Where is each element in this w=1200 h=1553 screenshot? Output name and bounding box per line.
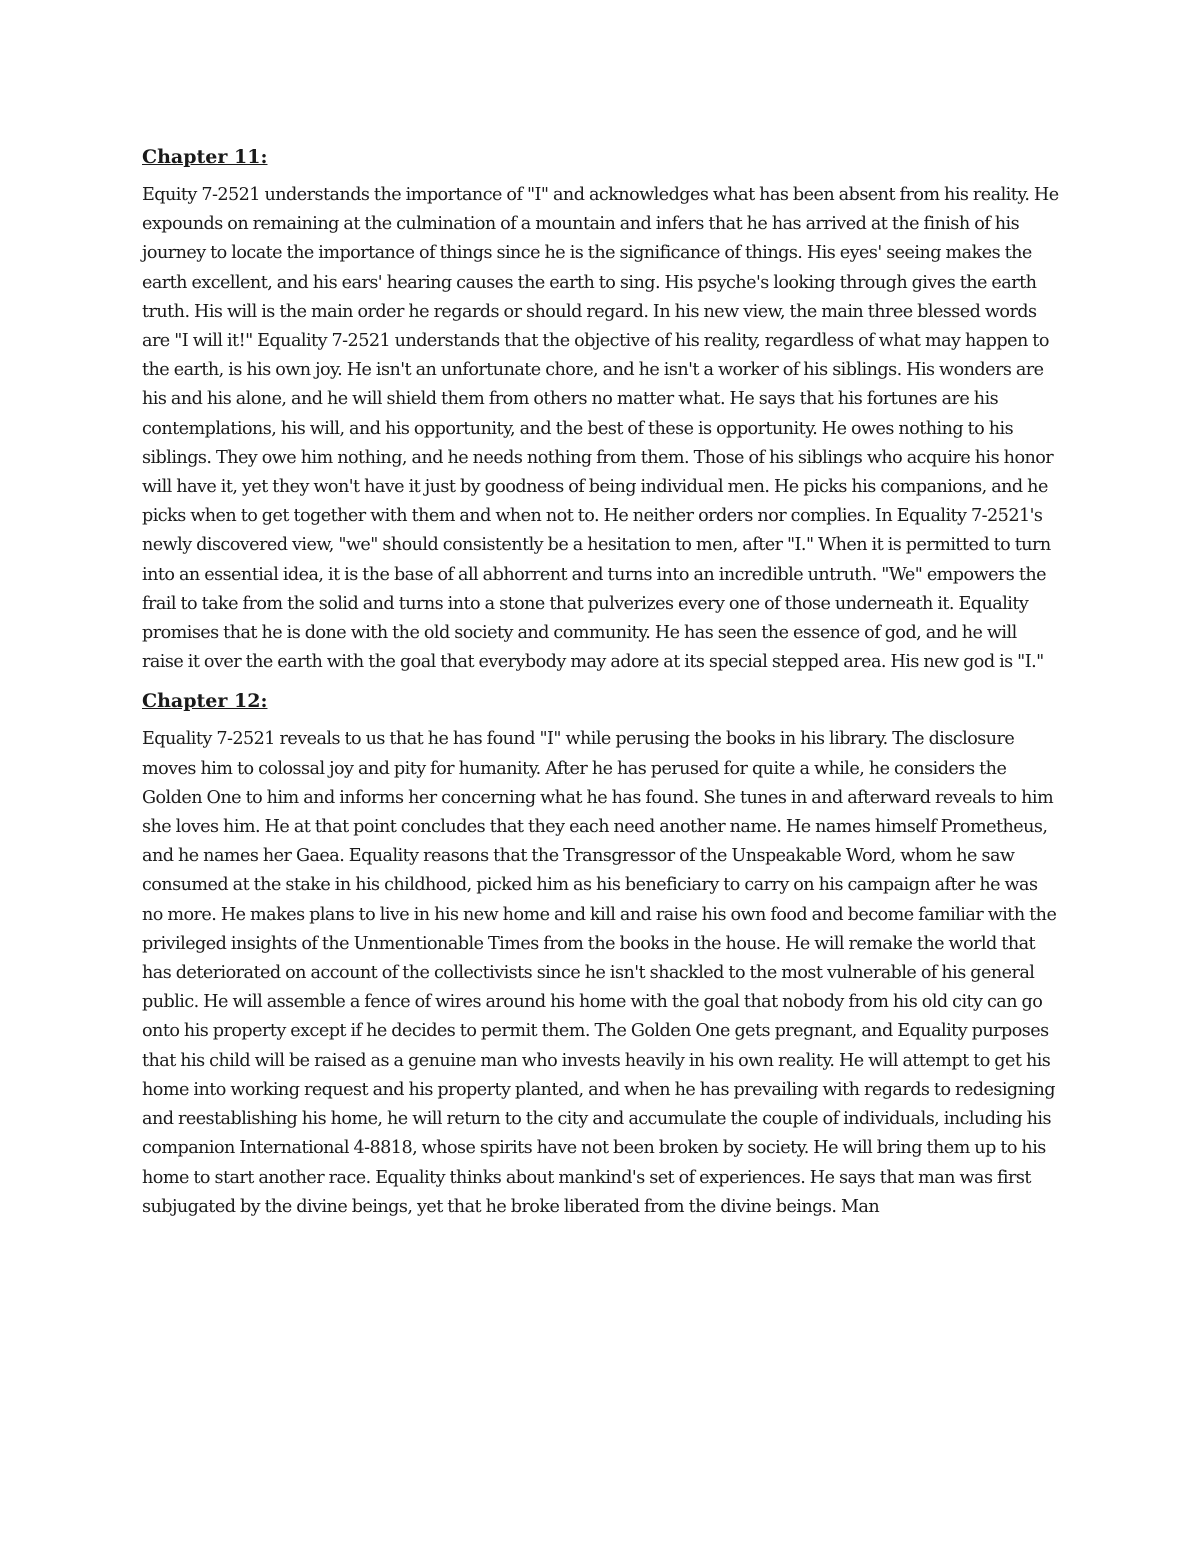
chapter-12-section	[142, 687, 1060, 1221]
chapter-12-paragraph: Equality 7-2521 reveals to us that he has found "I" while perusing the books in his library. The disclosure moves him to colossal joy and pity for humanity. After he has perused for quite a while, he considers the Golden One to him and informs her concerning what he has found. She tunes in and afterward reveals to him she loves him. He at that point concludes that they each need another name. He names himself Prometheus, and he names her Gaea. Equality reasons that the Transgressor of the Unspeakable Word, whom he saw consumed at the stake in his childhood, picked him as his beneficiary to carry on his campaign after he was no more. He makes plans to live in his new home and kill and raise his own food and become familiar with the privileged insights of the Unmentionable Times from the books in the house. He will remake the world that has deteriorated on account of the collectivists since he isn't shackled to the most vulnerable of his general public. He will assemble a fence of wires around his home with the goal that nobody from his old city can go onto his property except if he decides to permit them. The Golden One gets pregnant, and Equality purposes that his child will be raised as a genuine man who invests heavily in his own reality. He will attempt to get his home into working request and his property planted, and when he has prevailing with regards to redesigning and reestablishing his home, he will return to the city and accumulate the couple of individuals, including his companion International 4-8818, whose spirits have not been broken by society. He will bring them up to his home to start another race. Equality thinks about mankind's set of experiences. He says that man was first subjugated by the divine beings, yet that he broke liberated from the divine beings. Man	[142, 729, 1057, 1217]
chapter-11-section	[142, 143, 1060, 677]
chapter-12-heading: Chapter 12:	[142, 690, 268, 713]
document-content	[142, 143, 1060, 1222]
chapter-11-heading: Chapter 11:	[142, 146, 268, 168]
chapter-11-paragraph: Equity 7-2521 understands the importance of "I" and acknowledges what has been absent from his reality. He expounds on remaining at the culmination of a mountain and infers that he has arrived at the finish of his journey to locate the importance of things since he is the significance of things. His eyes' seeing makes the earth excellent, and his ears' hearing causes the earth to sing. His psyche's looking through gives the earth truth. His will is the main order he regards or should regard. In his new view, the main three blessed words are "I will it!" Equality 7-2521 understands that the objective of his reality, regardless of what may happen to the earth, is his own joy. He isn't an unfortunate chore, and he isn't a worker of his siblings. His wonders are his and his alone, and he will shield them from others no matter what. He says that his fortunes are his contemplations, his will, and his opportunity, and the best of these is opportunity. He owes nothing to his siblings. They owe him nothing, and he needs nothing from them. Those of his siblings who acquire his honor will have it, yet they won't have it just by goodness of being individual men. He picks his companions, and he picks when to get together with them and when not to. He neither orders nor complies. In Equality 7-2521's newly discovered view, "we" should consistently be a hesitation to men, after "I." When it is permitted to turn into an essential idea, it is the base of all abhorrent and turns into an incredible untruth. "We" empowers the frail to take from the solid and turns into a stone that pulverizes every one of those underneath it. Equality promises that he is done with the old society and community. He has seen the essence of god, and he will raise it over the earth with the goal that everybody may adore at its special stepped area. His new god is "I."	[142, 185, 1059, 673]
section-divider	[142, 677, 1060, 687]
